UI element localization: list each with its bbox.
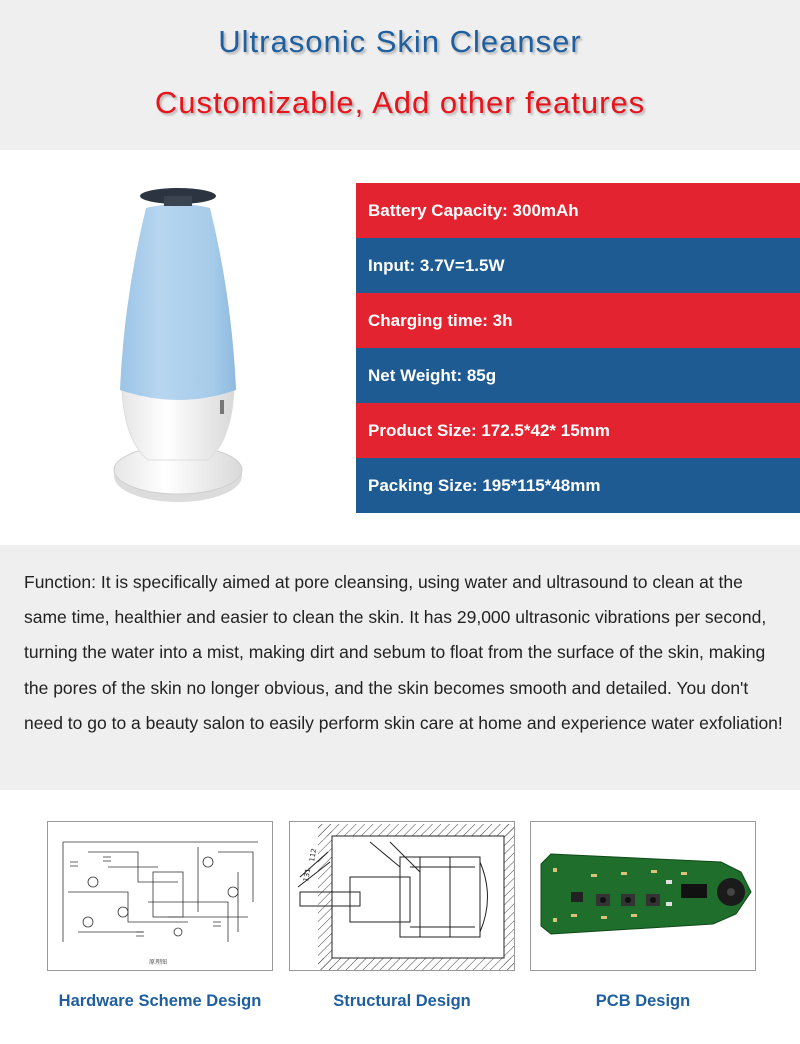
caption-hardware-scheme: Hardware Scheme Design <box>58 992 262 1010</box>
page-title: Ultrasonic Skin Cleanser <box>218 24 582 59</box>
spec-product-size: Product Size: 172.5*42* 15mm <box>356 403 800 458</box>
spec-table <box>356 183 800 513</box>
function-description: Function: It is specifically aimed at pore cleansing, using water and ultrasound to clean at the same time, healthier and easier to clean the skin. It has 29,000 ultrasonic vibrations per second, turning the water into a mist, making dirt and sebum to float from the surface of the skin, making the pores of the skin no longer obvious, and the skin becomes smooth and detailed. You don't need to go to a beauty salon to easily perform skin care at home and experience water exfoliation! <box>24 572 783 733</box>
page-subtitle: Customizable, Add other features <box>154 85 646 120</box>
svg-text:原理图: 原理图 <box>148 959 168 966</box>
spec-net-weight: Net Weight: 85g <box>356 348 800 403</box>
product-image <box>100 178 260 508</box>
spec-input: Input: 3.7V=1.5W <box>356 238 800 293</box>
function-section <box>0 545 800 790</box>
spec-battery: Battery Capacity: 300mAh <box>356 183 800 238</box>
header-band <box>0 0 800 150</box>
schematic-image <box>47 821 273 971</box>
caption-structural-design: Structural Design <box>333 992 471 1010</box>
svg-text:131: 131 <box>302 867 313 883</box>
spec-packing-size: Packing Size: 195*115*48mm <box>356 458 800 513</box>
caption-pcb-design: PCB Design <box>595 992 691 1010</box>
spec-charging-time: Charging time: 3h <box>356 293 800 348</box>
pcb-image <box>530 821 756 971</box>
svg-text:112: 112 <box>308 847 319 863</box>
structural-drawing-image <box>289 821 515 971</box>
